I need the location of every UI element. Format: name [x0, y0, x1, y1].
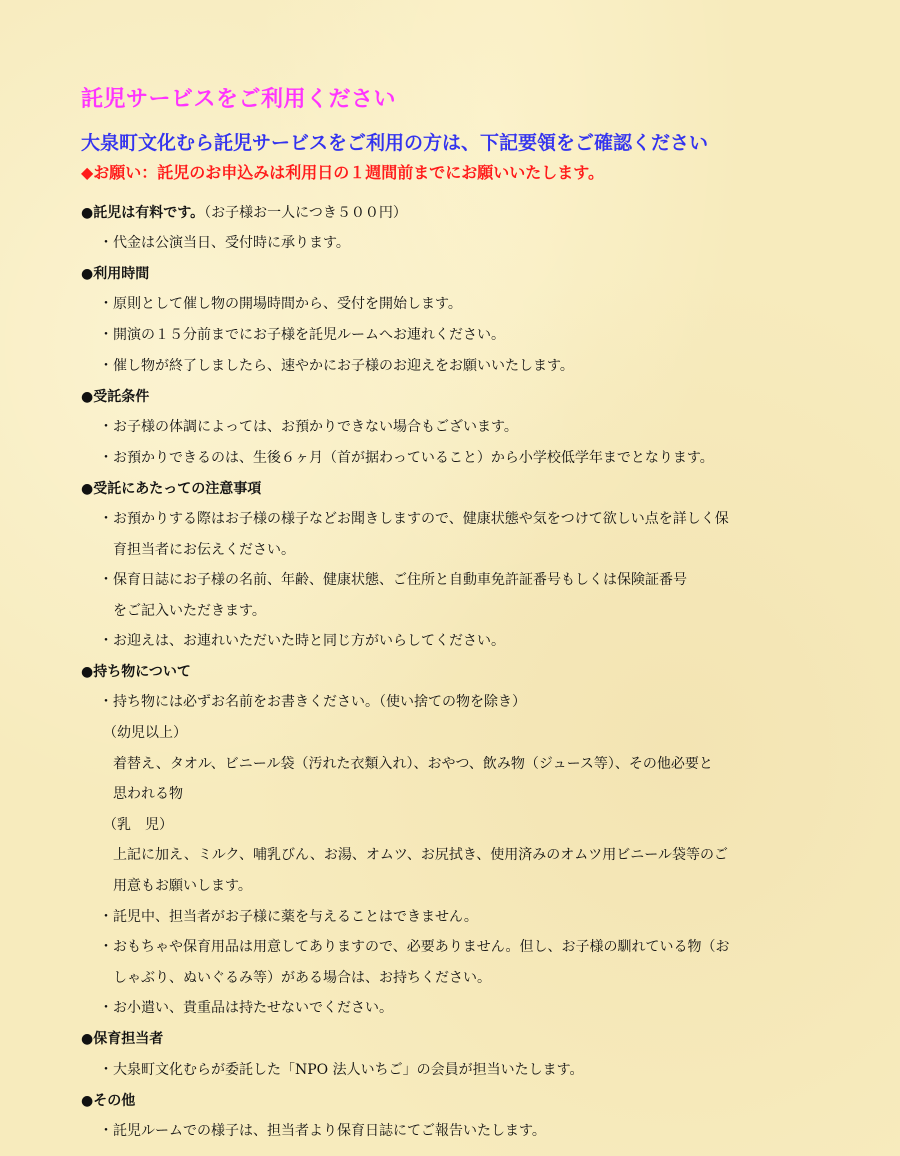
list-item: ・原則として催し物の開場時間から、受付を開始します。: [99, 296, 462, 312]
list-item: ・開演の１５分前までにお子様を託児ルームへお連れください。: [99, 327, 505, 343]
section-heading-other: ●その他: [81, 1093, 136, 1109]
section-heading-caregiver: ●保育担当者: [81, 1031, 164, 1047]
list-item-continuation: をご記入いただきます。: [113, 603, 266, 619]
section-heading-note: （お子様お一人につき５００円）: [204, 205, 407, 221]
section-heading-label: ●託児は有料です。: [81, 205, 205, 221]
sub-heading-infant: （乳 児）: [103, 817, 173, 833]
list-item: ・保育日誌にお子様の名前、年齢、健康状態、ご住所と自動車免許証番号もしくは保険証番号: [99, 572, 687, 588]
list-item: ・託児中、担当者がお子様に薬を与えることはできません。: [99, 909, 478, 925]
list-item: ・おもちゃや保育用品は用意してありますので、必要ありません。但し、お子様の馴れている物（お: [99, 939, 730, 955]
page-subtitle: 大泉町文化むら託児サービスをご利用の方は、下記要領をご確認ください: [81, 132, 709, 154]
list-item: ・持ち物には必ずお名前をお書きください。（使い捨ての物を除き）: [99, 694, 526, 710]
list-item: ・お迎えは、お連れいただいた時と同じ方がいらしてください。: [99, 633, 505, 649]
page-title: 託児サービスをご利用ください: [81, 87, 397, 112]
list-item: ・代金は公演当日、受付時に承ります。: [99, 235, 350, 251]
list-item: ・お預かりできるのは、生後６ヶ月（首が据わっていること）から小学校低学年までとなります。: [99, 450, 714, 466]
list-item-continuation: しゃぶり、ぬいぐるみ等）がある場合は、お持ちください。: [113, 970, 491, 986]
list-item: ・大泉町文化むらが委託した「NPO 法人いちご」の会員が担当いたします。: [99, 1062, 584, 1078]
section-heading-hours: ●利用時間: [81, 266, 150, 282]
list-item-continuation: 思われる物: [113, 786, 183, 802]
notice-text: ◆お願い：託児のお申込みは利用日の１週間前までにお願いいたします。: [81, 163, 605, 182]
list-item: ・お小遣い、貴重品は持たせないでください。: [99, 1000, 393, 1016]
section-heading-notes: ●受託にあたっての注意事項: [81, 481, 262, 497]
list-item: ・催し物が終了しましたら、速やかにお子様のお迎えをお願いいたします。: [99, 358, 574, 374]
list-item-continuation: 育担当者にお伝えください。: [113, 542, 295, 558]
list-item: ・託児ルームでの様子は、担当者より保育日誌にてご報告いたします。: [99, 1123, 546, 1139]
list-item-continuation: 上記に加え、ミルク、哺乳びん、お湯、オムツ、お尻拭き、使用済みのオムツ用ビニール袋等のご: [113, 847, 729, 863]
list-item: ・お子様の体調によっては、お預かりできない場合もございます。: [99, 419, 518, 435]
section-heading-conditions: ●受託条件: [81, 389, 150, 405]
list-item-continuation: 用意もお願いします。: [113, 878, 252, 894]
list-item-continuation: 着替え、タオル、ビニール袋（汚れた衣類入れ）、おやつ、飲み物（ジュース等）、その他必要と: [113, 756, 713, 772]
list-item: ・お預かりする際はお子様の様子などお聞きしますので、健康状態や気をつけて欲しい点を詳しく保: [99, 511, 729, 527]
section-heading-belongings: ●持ち物について: [81, 664, 191, 680]
sub-heading-toddler: （幼児以上）: [103, 725, 187, 741]
section-heading-fee: [81, 203, 407, 223]
